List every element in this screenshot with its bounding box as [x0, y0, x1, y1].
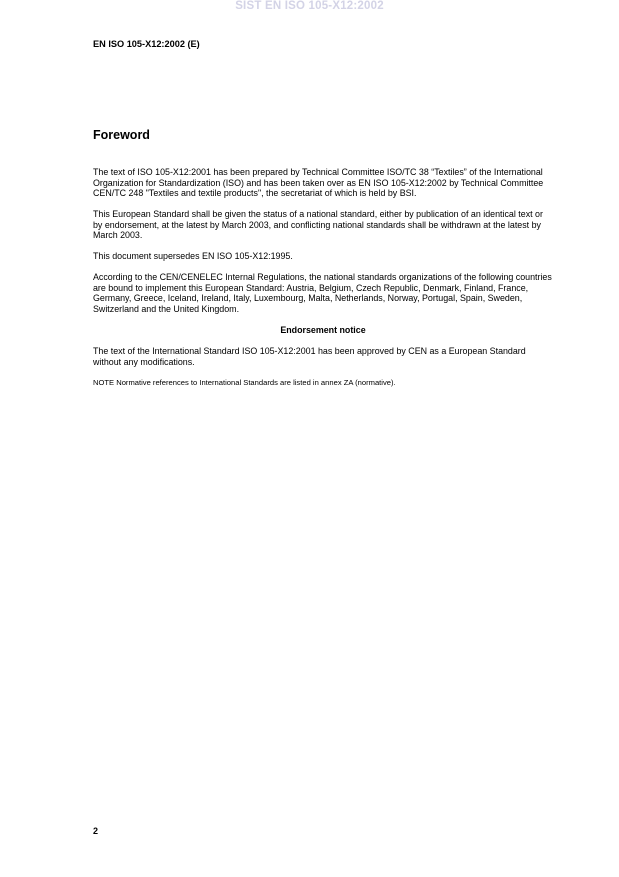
- foreword-paragraph: This European Standard shall be given the status of a national standard, either by publication of an identical text or by endorsement, at the latest by March 2003, and conflicting national standards shall be withdrawn at the latest by March 2003.: [93, 209, 543, 240]
- document-identifier: EN ISO 105-X12:2002 (E): [93, 39, 200, 49]
- foreword-heading: Foreword: [93, 128, 150, 142]
- page-number: 2: [93, 826, 99, 836]
- watermark: SIST EN ISO 105-X12:2002: [235, 0, 384, 12]
- foreword-paragraph: The text of ISO 105-X12:2001 has been prepared by Technical Committee ISO/TC 38 “Textiles” of the International Organization for Standardization (ISO) and has been taken over as EN ISO 105-X12:2002 by Technical Committee CEN/TC 248 "Textiles and textile products", the secretariat of which is held by BSI.: [93, 167, 544, 198]
- endorsement-heading: Endorsement notice: [280, 324, 366, 335]
- document-body: [93, 167, 553, 399]
- foreword-paragraph: This document supersedes EN ISO 105-X12:1995.: [93, 251, 293, 261]
- foreword-paragraph: According to the CEN/CENELEC Internal Regulations, the national standards organizations of the following countries are bound to implement this European Standard: Austria, Belgium, Czech Republic, Denmark, Finland, France, Germany, Greece, Iceland, Ireland, Italy, Luxembourg, Malta, Netherlands, Norway, Portugal, Spain, Sweden, Switzerland and the United Kingdom.: [93, 272, 552, 314]
- endorsement-paragraph: The text of the International Standard ISO 105-X12:2001 has been approved by CEN as a European Standard without any modifications.: [93, 346, 526, 367]
- normative-note: NOTE Normative references to International Standards are listed in annex ZA (normative).: [93, 377, 396, 387]
